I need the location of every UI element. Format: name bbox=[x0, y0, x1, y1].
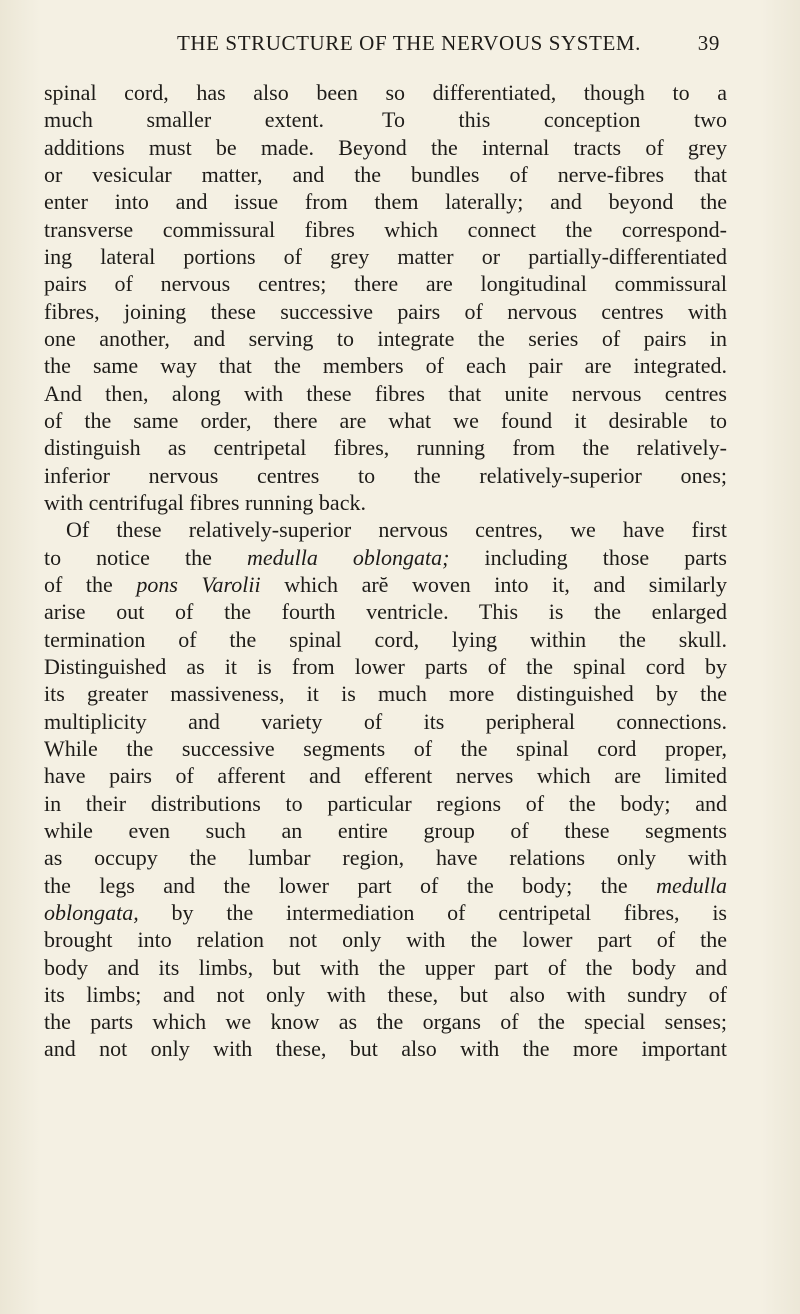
italic-term: medulla oblongata; bbox=[246, 544, 450, 570]
italic-term: medulla bbox=[656, 872, 727, 898]
text-line: the legs and the lower part of the body; the medulla bbox=[44, 872, 727, 898]
italic-term: oblongata, bbox=[44, 899, 139, 925]
text-line: arise out of the fourth ventricle. This is the enlarged bbox=[44, 599, 727, 625]
text-line: the parts which we know as the organs of the special senses; bbox=[44, 1009, 727, 1035]
text-line: of the pons Varolii which arĕ woven into it, and similarly bbox=[44, 571, 727, 597]
text-line: termination of the spinal cord, lying within the skull. bbox=[44, 626, 727, 652]
italic-term: pons Varolii bbox=[136, 571, 261, 597]
body-text bbox=[44, 79, 727, 1063]
text-line: Distinguished as it is from lower parts of the spinal cord by bbox=[44, 653, 727, 679]
text-line: pairs of nervous centres; there are longitudinal commissural bbox=[44, 271, 727, 297]
text-line: with centrifugal fibres running back. bbox=[44, 489, 366, 515]
text-line: brought into relation not only with the lower part of the bbox=[44, 927, 727, 953]
text-line: its greater massiveness, it is much more distinguished by the bbox=[44, 681, 727, 707]
text-line: much smaller extent. To this conception two bbox=[44, 107, 727, 133]
running-head bbox=[116, 28, 720, 58]
text-line: transverse commissural fibres which connect the correspond- bbox=[44, 216, 727, 242]
text-line: inferior nervous centres to the relatively-superior ones; bbox=[44, 462, 727, 488]
text-line: one another, and serving to integrate the series of pairs in bbox=[44, 325, 727, 351]
text-line: fibres, joining these successive pairs of nervous centres with bbox=[44, 298, 727, 324]
text-line: oblongata, by the intermediation of centripetal fibres, is bbox=[44, 899, 727, 925]
text-line: while even such an entire group of these segments bbox=[44, 817, 727, 843]
text-line: or vesicular matter, and the bundles of nerve-fibres that bbox=[44, 161, 727, 187]
text-line: have pairs of afferent and efferent nerves which are limited bbox=[44, 763, 727, 789]
text-line: as occupy the lumbar region, have relations only with bbox=[44, 845, 727, 871]
text-line: multiplicity and variety of its peripheral connections. bbox=[44, 708, 727, 734]
text-line: the same way that the members of each pair are integrated. bbox=[44, 353, 727, 379]
text-line: body and its limbs, but with the upper part of the body and bbox=[44, 954, 727, 980]
text-line: and not only with these, but also with the more important bbox=[44, 1036, 727, 1062]
text-line: While the successive segments of the spinal cord proper, bbox=[44, 735, 727, 761]
text-line: of the same order, there are what we found it desirable to bbox=[44, 407, 727, 433]
text-line: ing lateral portions of grey matter or partially-differentiated bbox=[44, 243, 727, 269]
page-number: 39 bbox=[697, 30, 720, 55]
text-line: its limbs; and not only with these, but also with sundry of bbox=[44, 981, 727, 1007]
text-line: distinguish as centripetal fibres, running from the relatively- bbox=[44, 435, 727, 461]
text-line: Of these relatively-superior nervous centres, we have first bbox=[66, 517, 727, 543]
text-line: to notice the medulla oblongata; including those parts bbox=[44, 544, 727, 570]
text-line: enter into and issue from them laterally; and beyond the bbox=[44, 189, 727, 215]
text-line: in their distributions to particular regions of the body; and bbox=[44, 790, 727, 816]
text-line: spinal cord, has also been so differentiated, though to a bbox=[44, 80, 727, 105]
running-title: THE STRUCTURE OF THE NERVOUS SYSTEM. bbox=[176, 30, 642, 55]
text-line: And then, along with these fibres that unite nervous centres bbox=[44, 380, 727, 406]
text-line: additions must be made. Beyond the internal tracts of grey bbox=[44, 134, 727, 160]
